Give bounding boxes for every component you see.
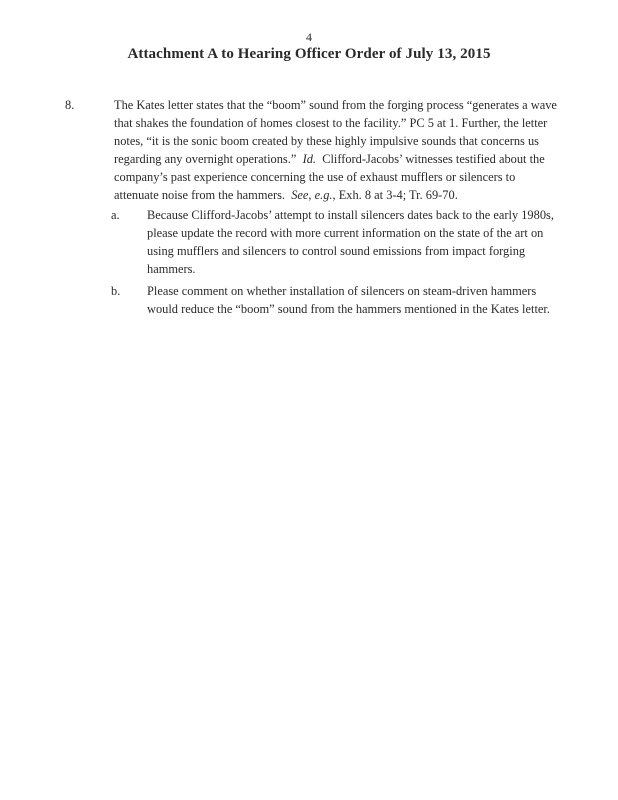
item-line: that shakes the foundation of homes closest to the facility.” PC 5 at 1. Further, the letter: [114, 116, 548, 130]
page-number: 4: [306, 30, 312, 44]
item-line: attenuate noise from the hammers. See, e.g., Exh. 8 at 3-4; Tr. 69-70.: [114, 188, 458, 202]
item-line: The Kates letter states that the “boom” sound from the forging process “generates a wave: [114, 98, 557, 112]
subitem-letter: a.: [111, 208, 120, 222]
subitem-body: [147, 282, 567, 318]
subitem-body: [147, 206, 567, 278]
id-citation: Id.: [302, 152, 316, 166]
item-line: regarding any overnight operations.” Id. Clifford-Jacobs’ witnesses testified about the: [114, 152, 545, 166]
subitem-line: Because Clifford-Jacobs’ attempt to install silencers dates back to the early 1980s,: [147, 208, 554, 222]
subitem-line: would reduce the “boom” sound from the hammers mentioned in the Kates letter.: [147, 302, 550, 316]
subitem-line: please update the record with more current information on the state of the art on: [147, 226, 544, 240]
see-citation: See, e.g.: [291, 188, 333, 202]
subitem-line: hammers.: [147, 262, 196, 276]
item-line: company’s past experience concerning the use of exhaust mufflers or silencers to: [114, 170, 516, 184]
page-title: Attachment A to Hearing Officer Order of July 13, 2015: [127, 46, 491, 62]
item-body: [114, 96, 564, 204]
item-line: notes, “it is the sonic boom created by these highly impulsive sounds that concerns us: [114, 134, 539, 148]
subitem-letter: b.: [111, 284, 121, 298]
subitem-line: using mufflers and silencers to control sound emissions from impact forging: [147, 244, 526, 258]
subitem-line: Please comment on whether installation of silencers on steam-driven hammers: [147, 284, 537, 298]
item-number: 8.: [65, 98, 75, 112]
